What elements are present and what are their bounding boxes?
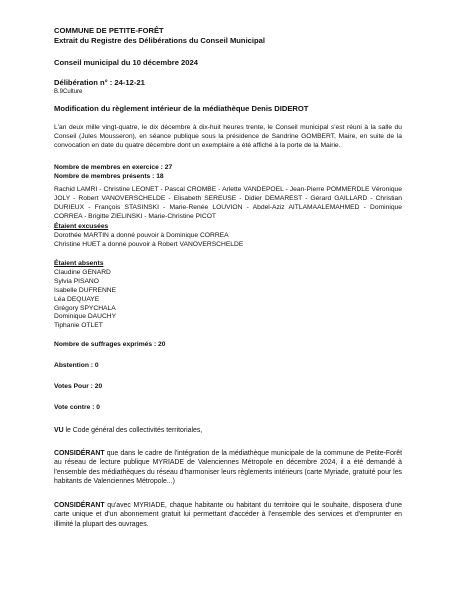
considerant-1-text: que dans le cadre de l'intégration de la médiathèque municipale de la commune de Petite-Forêt au réseau de lecture publique MYRIADE de Valenciennes Métropole en décembre 2024, il a été demandé à l'ensemble des médiathèques du réseau d'harmoniser leurs règlements intérieurs (carte Myriade, gratuité pour les habitants de Valenciennes Métropole...) [54,450,402,486]
deliberation-info [54,78,402,96]
intro-paragraph: L'an deux mille vingt-quatre, le dix décembre à dix-huit heures trente, le Conseil municipal s'est réuni à la salle du Conseil (Jules Mousseron), en séance publique sous la présidence de Sandrine GOMBERT, Maire, en suite de la convocation en date du quatre décembre dont un exemplaire a été affiché à la porte de la Mairie. [54,124,402,149]
excuses-heading: Étaient excusées [54,223,109,230]
deliberation-service: B.9Culture [54,88,83,95]
considerant-2-text: qu'avec MYRIADE, chaque habitante ou habitant du territoire qui le souhaite, disposera d'une carte unique et d'un abonnement gratuit lui permettant d'accéder à l'ensemble des services et d'emprunter en illimité la plupart des ouvrages. [54,502,402,528]
absents-item: Isabelle DUFRENNE [54,286,117,294]
header [54,26,402,45]
excuses-item: Dorothée MARTIN a donné pouvoir à Dominique CORREA [54,231,229,239]
absents-item: Tiphanie OTLET [54,322,103,330]
considerant-2-lead: CONSIDÉRANT [54,502,105,509]
considerant-2-paragraph [54,501,402,529]
absents-section [54,260,402,331]
member-counts [54,164,402,182]
absents-item: Léa DEQUAYE [54,295,100,303]
considerant-1-paragraph [54,449,402,487]
count-presents: Nombre de membres présents : 18 [54,172,164,180]
conseil-date: Conseil municipal du 10 décembre 2024 [54,58,198,67]
absents-item: Sylvia PISANO [54,277,99,285]
absents-item: Grégory SPYCHALA [54,304,116,312]
votes-pour-count: Votes Pour : 20 [54,383,103,390]
vote-contre-count: Vote contre : 0 [54,404,100,411]
deliberation-number: Délibération n° : 24-12-21 [54,78,145,87]
count-en-exercice: Nombre de membres en exercice : 27 [54,164,173,171]
presents-list: Rachid LAMRI - Christine LEONET - Pascal CROMBE - Arlette VANDEPOEL - Jean-Pierre POMMERDLE Véronique JOLY - Robert VANOVERSCHELDE - Elisabeth SEREUSE - Didier DEMAREST - Gérard GAILLARD - Christian DURIEUX - François STASINSKI - Marie-Renée LOUVION - Abdel-Aziz AITLAMAALEMAHMED - Dominique CORREA - Brigitte ZIELINSKI - Marie-Christine PICOT [54,186,402,220]
abstention-count: Abstention : 0 [54,362,99,369]
vu-paragraph [54,426,402,435]
subject-title: Modification du règlement intérieur de la médiathèque Denis DIDEROT [54,104,309,113]
excuses-item: Christine HUET a donné pouvoir à Robert VANOVERSCHELDE [54,240,244,248]
vu-text: le Code général des collectivités territoriales, [63,427,203,434]
vu-lead: VU [54,427,64,434]
suffrages-count: Nombre de suffrages exprimés : 20 [54,341,166,348]
absents-heading: Étaient absents [54,260,104,267]
absents-item: Claudine GENARD [54,268,111,276]
absents-item: Dominique DAUCHY [54,313,117,321]
registre-title: Extrait du Registre des Délibérations du Conseil Municipal [54,35,265,45]
considerant-1-lead: CONSIDÉRANT [54,450,105,457]
excuses-section [54,223,402,250]
commune-name: COMMUNE DE PETITE-FORÊT [54,26,164,35]
